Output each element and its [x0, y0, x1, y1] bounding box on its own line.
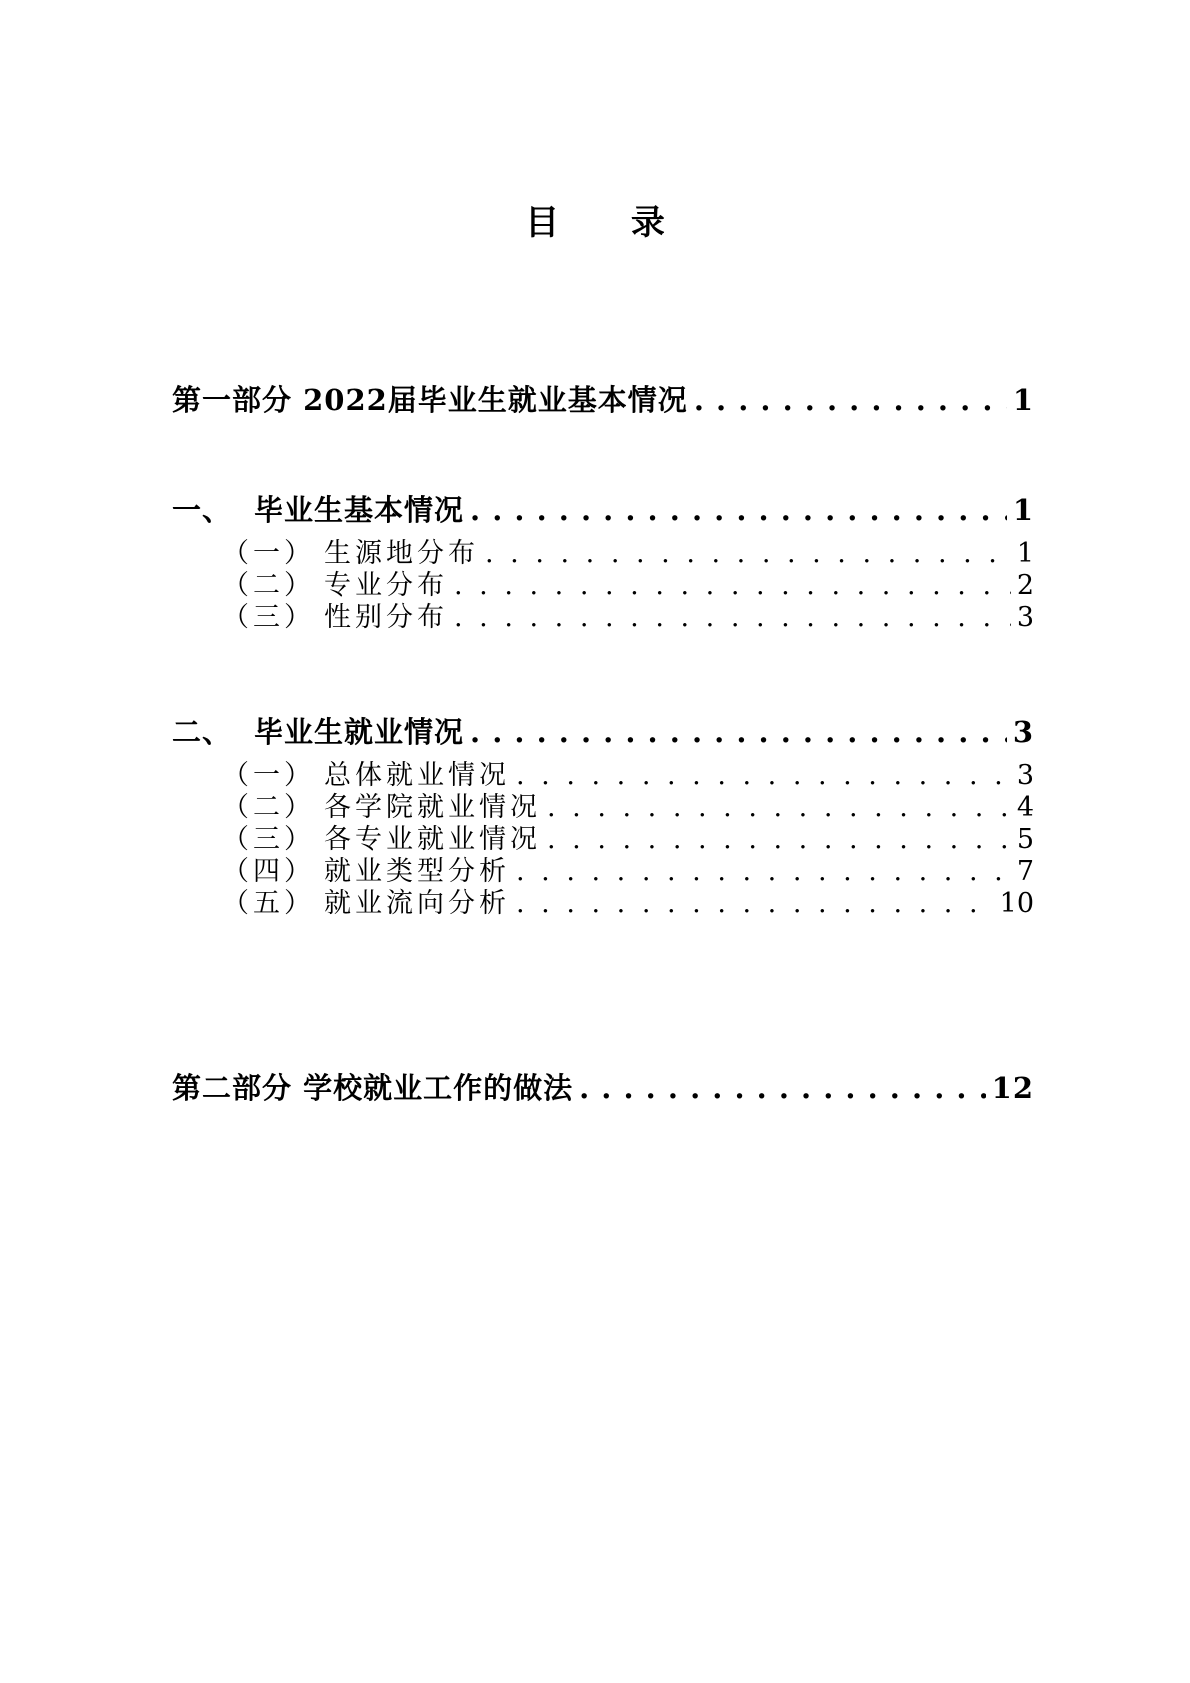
toc-subsection-number: （三）	[222, 602, 315, 633]
toc-page-number: 1	[1016, 538, 1034, 569]
toc-entry-label: 就业流向分析	[324, 888, 510, 919]
toc-subsection-number: （一）	[222, 538, 315, 569]
toc-page-number: 5	[1016, 824, 1034, 855]
toc-section-number: 一、	[172, 493, 233, 527]
toc-subsection-number: （一）	[222, 760, 315, 791]
toc-entry-2-1[interactable]	[222, 760, 1034, 792]
toc-entry-1-1[interactable]	[222, 538, 1034, 570]
toc-entry-label: 毕业生就业情况	[254, 715, 465, 749]
toc-subsection-number: （三）	[222, 824, 315, 855]
toc-leader-dots	[454, 602, 1011, 634]
toc-page-number: 3	[1016, 602, 1034, 633]
toc-leader-dots	[516, 888, 994, 920]
toc-leader-dots	[470, 490, 1007, 530]
toc-section-number: 二、	[172, 715, 233, 749]
toc-entry-label: 各专业就业情况	[324, 824, 541, 855]
toc-entry-label: 第二部分 学校就业工作的做法	[172, 1071, 574, 1105]
toc-page-number: 3	[1012, 715, 1034, 749]
toc-entry-2-2[interactable]	[222, 792, 1034, 824]
toc-entry-label: 各学院就业情况	[324, 792, 541, 823]
toc-subsection-number: （五）	[222, 888, 315, 919]
toc-entry-1-2[interactable]	[222, 570, 1034, 602]
toc-subsection-number: （二）	[222, 792, 315, 823]
toc-entry-2-3[interactable]	[222, 824, 1034, 856]
toc-entry-part-1[interactable]	[172, 380, 1034, 420]
toc-entry-2-4[interactable]	[222, 856, 1034, 888]
toc-leader-dots	[454, 570, 1011, 602]
toc-leader-dots	[579, 1068, 986, 1108]
toc-page-number: 1	[1012, 493, 1034, 527]
toc-entry-part-2[interactable]	[172, 1068, 1034, 1108]
toc-entry-label: 第一部分 2022届毕业生就业基本情况	[172, 383, 688, 417]
toc-leader-dots	[547, 792, 1011, 824]
toc-entry-label: 性别分布	[324, 602, 448, 633]
toc-entry-1-3[interactable]	[222, 602, 1034, 634]
toc-page-number: 3	[1016, 760, 1034, 791]
toc-page-number: 10	[999, 888, 1034, 919]
toc-page-number: 4	[1016, 792, 1034, 823]
toc-leader-dots	[470, 712, 1007, 752]
toc-leader-dots	[694, 380, 1007, 420]
toc-page-number: 7	[1016, 856, 1034, 887]
toc-leader-dots	[516, 856, 1011, 888]
toc-entry-label: 总体就业情况	[324, 760, 510, 791]
toc-leader-dots	[516, 760, 1011, 792]
toc-entry-2-5[interactable]	[222, 888, 1034, 920]
toc-leader-dots	[547, 824, 1011, 856]
toc-page-number: 1	[1012, 383, 1034, 417]
toc-subsection-number: （二）	[222, 570, 315, 601]
toc-entry-section-2[interactable]	[172, 712, 1034, 752]
page-title: 目 录	[525, 203, 695, 243]
toc-entry-label: 专业分布	[324, 570, 448, 601]
toc-page-number: 2	[1016, 570, 1034, 601]
toc-entry-section-1[interactable]	[172, 490, 1034, 530]
toc-subsection-number: （四）	[222, 856, 315, 887]
toc-page-number: 12	[991, 1071, 1034, 1105]
toc-entry-label: 就业类型分析	[324, 856, 510, 887]
toc-leader-dots	[485, 538, 1011, 570]
toc-entry-label: 生源地分布	[324, 538, 479, 569]
toc-entry-label: 毕业生基本情况	[254, 493, 465, 527]
